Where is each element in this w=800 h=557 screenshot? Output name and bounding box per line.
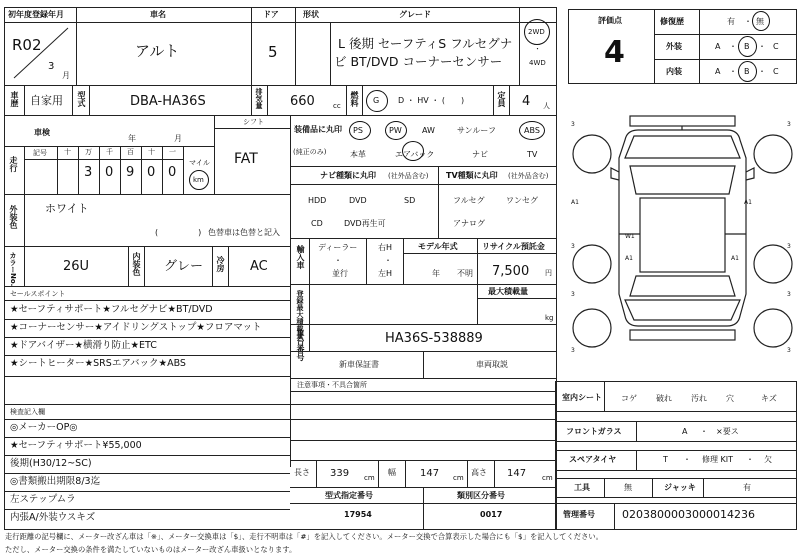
- equip-navi: ナビ: [472, 150, 488, 159]
- fuel-label: 燃料: [350, 91, 359, 107]
- front-right-tire: [754, 135, 792, 173]
- type-number-label: 型式指定番号: [325, 491, 373, 500]
- mileage-digit: 9: [126, 165, 135, 180]
- steer-left: 左H: [378, 269, 393, 278]
- interior-item: 破れ: [656, 394, 672, 403]
- tv-oneseg: ワンセグ: [506, 196, 538, 205]
- trunk: [625, 300, 740, 320]
- interior-seat-label: 室内シート: [562, 393, 602, 402]
- navi-hdd: HDD: [308, 196, 327, 205]
- exterior-color-value: ホワイト: [45, 202, 89, 215]
- new-warranty: 新車保証書: [339, 360, 379, 369]
- color-note: 色替車は色替と記入: [208, 228, 280, 237]
- diagram-marks: [571, 121, 791, 354]
- grade-sep: ・: [729, 67, 737, 76]
- inspection-label: 車検: [34, 128, 50, 137]
- grade-int: C: [773, 67, 779, 76]
- glass-label: フロントガラス: [566, 427, 622, 436]
- equip-leather: 本革: [350, 150, 366, 159]
- digit-head: 一: [169, 148, 176, 156]
- glass-x: ×要ス: [716, 427, 739, 436]
- mark: 3: [571, 291, 575, 298]
- navi-types-sub: (社外品含む): [388, 172, 429, 180]
- glass-sep: ・: [700, 427, 708, 436]
- length-label: 長さ: [294, 468, 310, 477]
- sales-point-line: ★セーフティサポート★フルセグナビ★BT/DVD: [10, 304, 213, 315]
- digit-head: 十: [148, 148, 155, 156]
- hood: [625, 136, 740, 158]
- recycle-label: リサイクル預託金: [482, 242, 545, 251]
- repair-sep: ・: [744, 17, 752, 26]
- mileage-code-label: 記号: [33, 149, 47, 157]
- chassis-label: 車台番号: [296, 329, 305, 361]
- type-number-value: 17954: [344, 510, 372, 519]
- sales-point-line: ★コーナーセンサー★アイドリングストップ★フロアマット: [10, 322, 262, 333]
- footer-note-1: 走行距離の記号欄に、メーター改ざん車は「※」、メーター交換車は「$」、走行不明車は「#」を記入してください。メーター交換で合算表示した場合にも「$」を記入してください。: [5, 532, 603, 541]
- inspector-line: 後期(H30/12~SC): [10, 458, 92, 469]
- jack-label: ジャッキ: [664, 483, 696, 492]
- rating-label: 評価点: [598, 16, 622, 25]
- drive-4wd: 4WD: [529, 59, 546, 67]
- equip-pw: PW: [389, 126, 402, 135]
- shift-label: シフト: [243, 118, 264, 126]
- displacement-label: 排気量: [255, 88, 263, 109]
- equip-ps: PS: [353, 126, 363, 135]
- vehicle-manual: 車両取説: [476, 360, 508, 369]
- fuel-others: D ・ HV ・ ( ): [398, 96, 465, 105]
- height-label: 高さ: [471, 468, 487, 477]
- front-bumper: [630, 116, 735, 126]
- digit-head: 万: [85, 148, 92, 156]
- spare-sep2: ・: [746, 455, 754, 464]
- mileage-digit: 0: [147, 165, 156, 180]
- grade-selected-circle: [738, 36, 757, 57]
- equipment-label: 装備品に丸印: [294, 125, 342, 134]
- import-dot: ・: [334, 256, 342, 265]
- sales-point-line: ★ドアバイザー★横滑り防止★ETC: [10, 340, 157, 351]
- recycle-value: 7,500: [492, 264, 530, 279]
- interior-item: 穴: [726, 394, 734, 403]
- width-unit: cm: [453, 474, 464, 482]
- ac-label: 冷房: [216, 256, 225, 272]
- grade-int: A: [715, 67, 721, 76]
- jack-value: 有: [743, 483, 751, 492]
- mileage-label: 走行: [9, 156, 18, 172]
- model-value: DBA-HA36S: [130, 94, 206, 109]
- navi-dvd: DVD: [349, 196, 367, 205]
- drive-dot: ・: [534, 45, 541, 53]
- inspection-year: 年: [128, 134, 136, 143]
- rear-window: [630, 276, 735, 296]
- load-unit: kg: [545, 314, 554, 322]
- height-unit: cm: [542, 474, 553, 482]
- fuel-g: G: [373, 96, 380, 105]
- shape-header: 形状: [303, 10, 319, 19]
- tools-value: 無: [624, 483, 632, 492]
- model-year-label: モデル年式: [418, 242, 458, 251]
- mark: 3: [787, 121, 791, 128]
- ac-value: AC: [250, 259, 268, 274]
- navi-dvd-play: DVD再生可: [344, 219, 386, 228]
- capacity-label: 定員: [497, 91, 506, 107]
- mark: A1: [571, 199, 579, 206]
- shift-value: FAT: [234, 151, 258, 167]
- windshield: [630, 166, 735, 194]
- color-code-value: 26U: [63, 259, 90, 274]
- equip-aw: AW: [422, 126, 435, 135]
- sales-point-line: ★シートヒーター★SRSエアバック★ABS: [10, 358, 186, 369]
- equip-tv: TV: [527, 150, 538, 159]
- model-year-unknown: 不明: [457, 269, 473, 278]
- chassis-value: HA36S-538889: [385, 331, 483, 346]
- navi-types-title: ナビ種類に丸印: [320, 171, 376, 180]
- import-parallel: 並行: [332, 269, 348, 278]
- tools-label: 工具: [574, 483, 590, 492]
- model-label: 型式: [77, 91, 86, 107]
- grade-int: B: [744, 67, 750, 76]
- displacement-unit: cc: [333, 102, 341, 110]
- sales-points-label: セールスポイント: [10, 290, 66, 298]
- import-dealer: ディーラー: [318, 243, 358, 252]
- mark: 3: [787, 291, 791, 298]
- mark: A1: [744, 199, 752, 206]
- spare-left-tire: [573, 309, 611, 347]
- capacity-unit: 人: [543, 102, 550, 110]
- exterior-color-label: 外装色: [9, 205, 18, 229]
- navi-sd: SD: [404, 196, 416, 205]
- grade-sep: ・: [758, 42, 766, 51]
- reg-month-unit: 月: [62, 71, 70, 80]
- displacement-value: 660: [290, 94, 315, 109]
- notes-label: 注意事項・不具合箇所: [297, 381, 367, 389]
- car-damage-diagram: [568, 114, 797, 364]
- equip-airbag: エアバック: [395, 150, 435, 159]
- inspector-line: ◎書類搬出期限8/3迄: [10, 476, 101, 487]
- grade-header: グレード: [399, 10, 431, 19]
- steer-dot: ・: [384, 256, 392, 265]
- vehicle-history-value: 自家用: [30, 94, 63, 107]
- grade-ext: B: [744, 42, 750, 51]
- mileage-digit: 0: [105, 165, 114, 180]
- mark: 3: [571, 243, 575, 250]
- mark: A1: [731, 255, 739, 262]
- inspector-line: 内張A/外装ウスキズ: [10, 512, 96, 523]
- steer-right: 右H: [378, 243, 393, 252]
- spare-kit: 修理 KIT: [702, 455, 734, 464]
- digit-head: 十: [64, 148, 71, 156]
- class-number-label: 類別区分番号: [457, 491, 505, 500]
- mgmt-value: 0203800003000014236: [622, 508, 755, 521]
- grade-sep: ・: [758, 67, 766, 76]
- length-unit: cm: [364, 474, 375, 482]
- digit-head: 百: [127, 148, 134, 156]
- repair-no: 無: [756, 17, 764, 26]
- vehicle-history-label: 車歴: [10, 91, 19, 107]
- front-left-tire: [573, 135, 611, 173]
- mileage-digit: 3: [84, 165, 93, 180]
- reg-month: 3: [48, 61, 55, 72]
- load-label: 登録最大積載量: [296, 290, 304, 339]
- rear-bumper: [630, 330, 735, 340]
- left-mirror: [611, 168, 619, 180]
- digit-head: 千: [106, 148, 113, 156]
- car-name-value: アルト: [135, 42, 180, 60]
- mileage-digit: 0: [168, 165, 177, 180]
- spare-right-tire: [754, 309, 792, 347]
- exterior-label: 外装: [666, 42, 682, 51]
- grade-line-1: L 後期 セーフティS フルセグナ: [338, 36, 513, 51]
- class-number-value: 0017: [480, 510, 503, 519]
- navi-cd: CD: [311, 219, 323, 228]
- rear-right-tire: [754, 245, 792, 283]
- inspection-month: 月: [174, 134, 182, 143]
- width-value: 147: [420, 468, 440, 479]
- equipment-sub: (純正のみ): [293, 148, 327, 156]
- grade-selected-circle: [738, 61, 757, 82]
- inspector-line: ★セーフティサポート¥55,000: [10, 440, 142, 451]
- repair-yes: 有: [727, 17, 735, 26]
- roof: [640, 198, 725, 272]
- color-code-label: カラーNo.: [9, 252, 17, 287]
- interior-item: コゲ: [621, 394, 637, 403]
- tv-analog: アナログ: [453, 219, 485, 228]
- mark: 3: [571, 347, 575, 354]
- mark: 3: [787, 243, 791, 250]
- equip-abs: ABS: [524, 126, 540, 135]
- glass-a: A: [682, 427, 688, 436]
- mark: W1: [625, 233, 635, 240]
- mark: 3: [787, 347, 791, 354]
- mile-unit: マイル: [189, 159, 210, 167]
- interior-color-label: 内装色: [132, 252, 141, 276]
- right-mirror: [746, 168, 754, 180]
- mgmt-label: 管理番号: [563, 510, 595, 519]
- max-load-label: 最大積載量: [488, 287, 528, 296]
- tv-types-sub: (社外品含む): [508, 172, 549, 180]
- reg-year-header: 初年度登録年月: [8, 10, 64, 19]
- rear-left-tire: [573, 245, 611, 283]
- km-unit: km: [193, 176, 204, 184]
- recycle-yen: 円: [545, 269, 552, 277]
- interior-item: 汚れ: [691, 394, 707, 403]
- spare-label: スペアタイヤ: [569, 455, 617, 464]
- drive-2wd: 2WD: [528, 28, 545, 36]
- import-label: 輸入車: [296, 245, 305, 269]
- length-value: 339: [330, 468, 350, 479]
- spare-t: T: [663, 455, 668, 464]
- grade-line-2: ビ BT/DVD コーナーセンサー: [334, 54, 503, 69]
- car-name-header: 車名: [150, 10, 166, 19]
- capacity-value: 4: [522, 94, 531, 109]
- grade-sep: ・: [729, 42, 737, 51]
- mark: 3: [571, 121, 575, 128]
- reg-era-year: R02: [12, 36, 42, 54]
- rating-value: 4: [604, 35, 625, 70]
- door-value: 5: [268, 43, 278, 61]
- equip-sunroof: サンルーフ: [457, 126, 496, 135]
- footer-note-2: ただし、メーター交換の条件を満たしていないものはメーター改ざん車扱いとなります。: [5, 545, 297, 554]
- spare-none: 欠: [764, 455, 772, 464]
- width-label: 幅: [388, 468, 396, 477]
- door-header: ドア: [263, 10, 279, 19]
- inspector-line: ◎メーカーOP◎: [10, 422, 78, 433]
- repair-label: 修復歴: [660, 17, 684, 26]
- grade-ext: C: [773, 42, 779, 51]
- spare-sep1: ・: [683, 455, 691, 464]
- inspector-line: 左ステップムラ: [10, 494, 76, 505]
- tv-fullseg: フルセグ: [453, 196, 485, 205]
- color-paren: ( ): [155, 228, 202, 237]
- grade-ext: A: [715, 42, 721, 51]
- interior-color-value: グレー: [164, 259, 204, 274]
- interior-item: キズ: [761, 394, 777, 403]
- model-year-unit: 年: [432, 269, 440, 278]
- tv-types-title: TV種類に丸印: [446, 171, 498, 180]
- mark: A1: [625, 255, 633, 262]
- inspector-label: 検査記入欄: [10, 408, 45, 416]
- height-value: 147: [507, 468, 527, 479]
- interior-label: 内装: [666, 67, 682, 76]
